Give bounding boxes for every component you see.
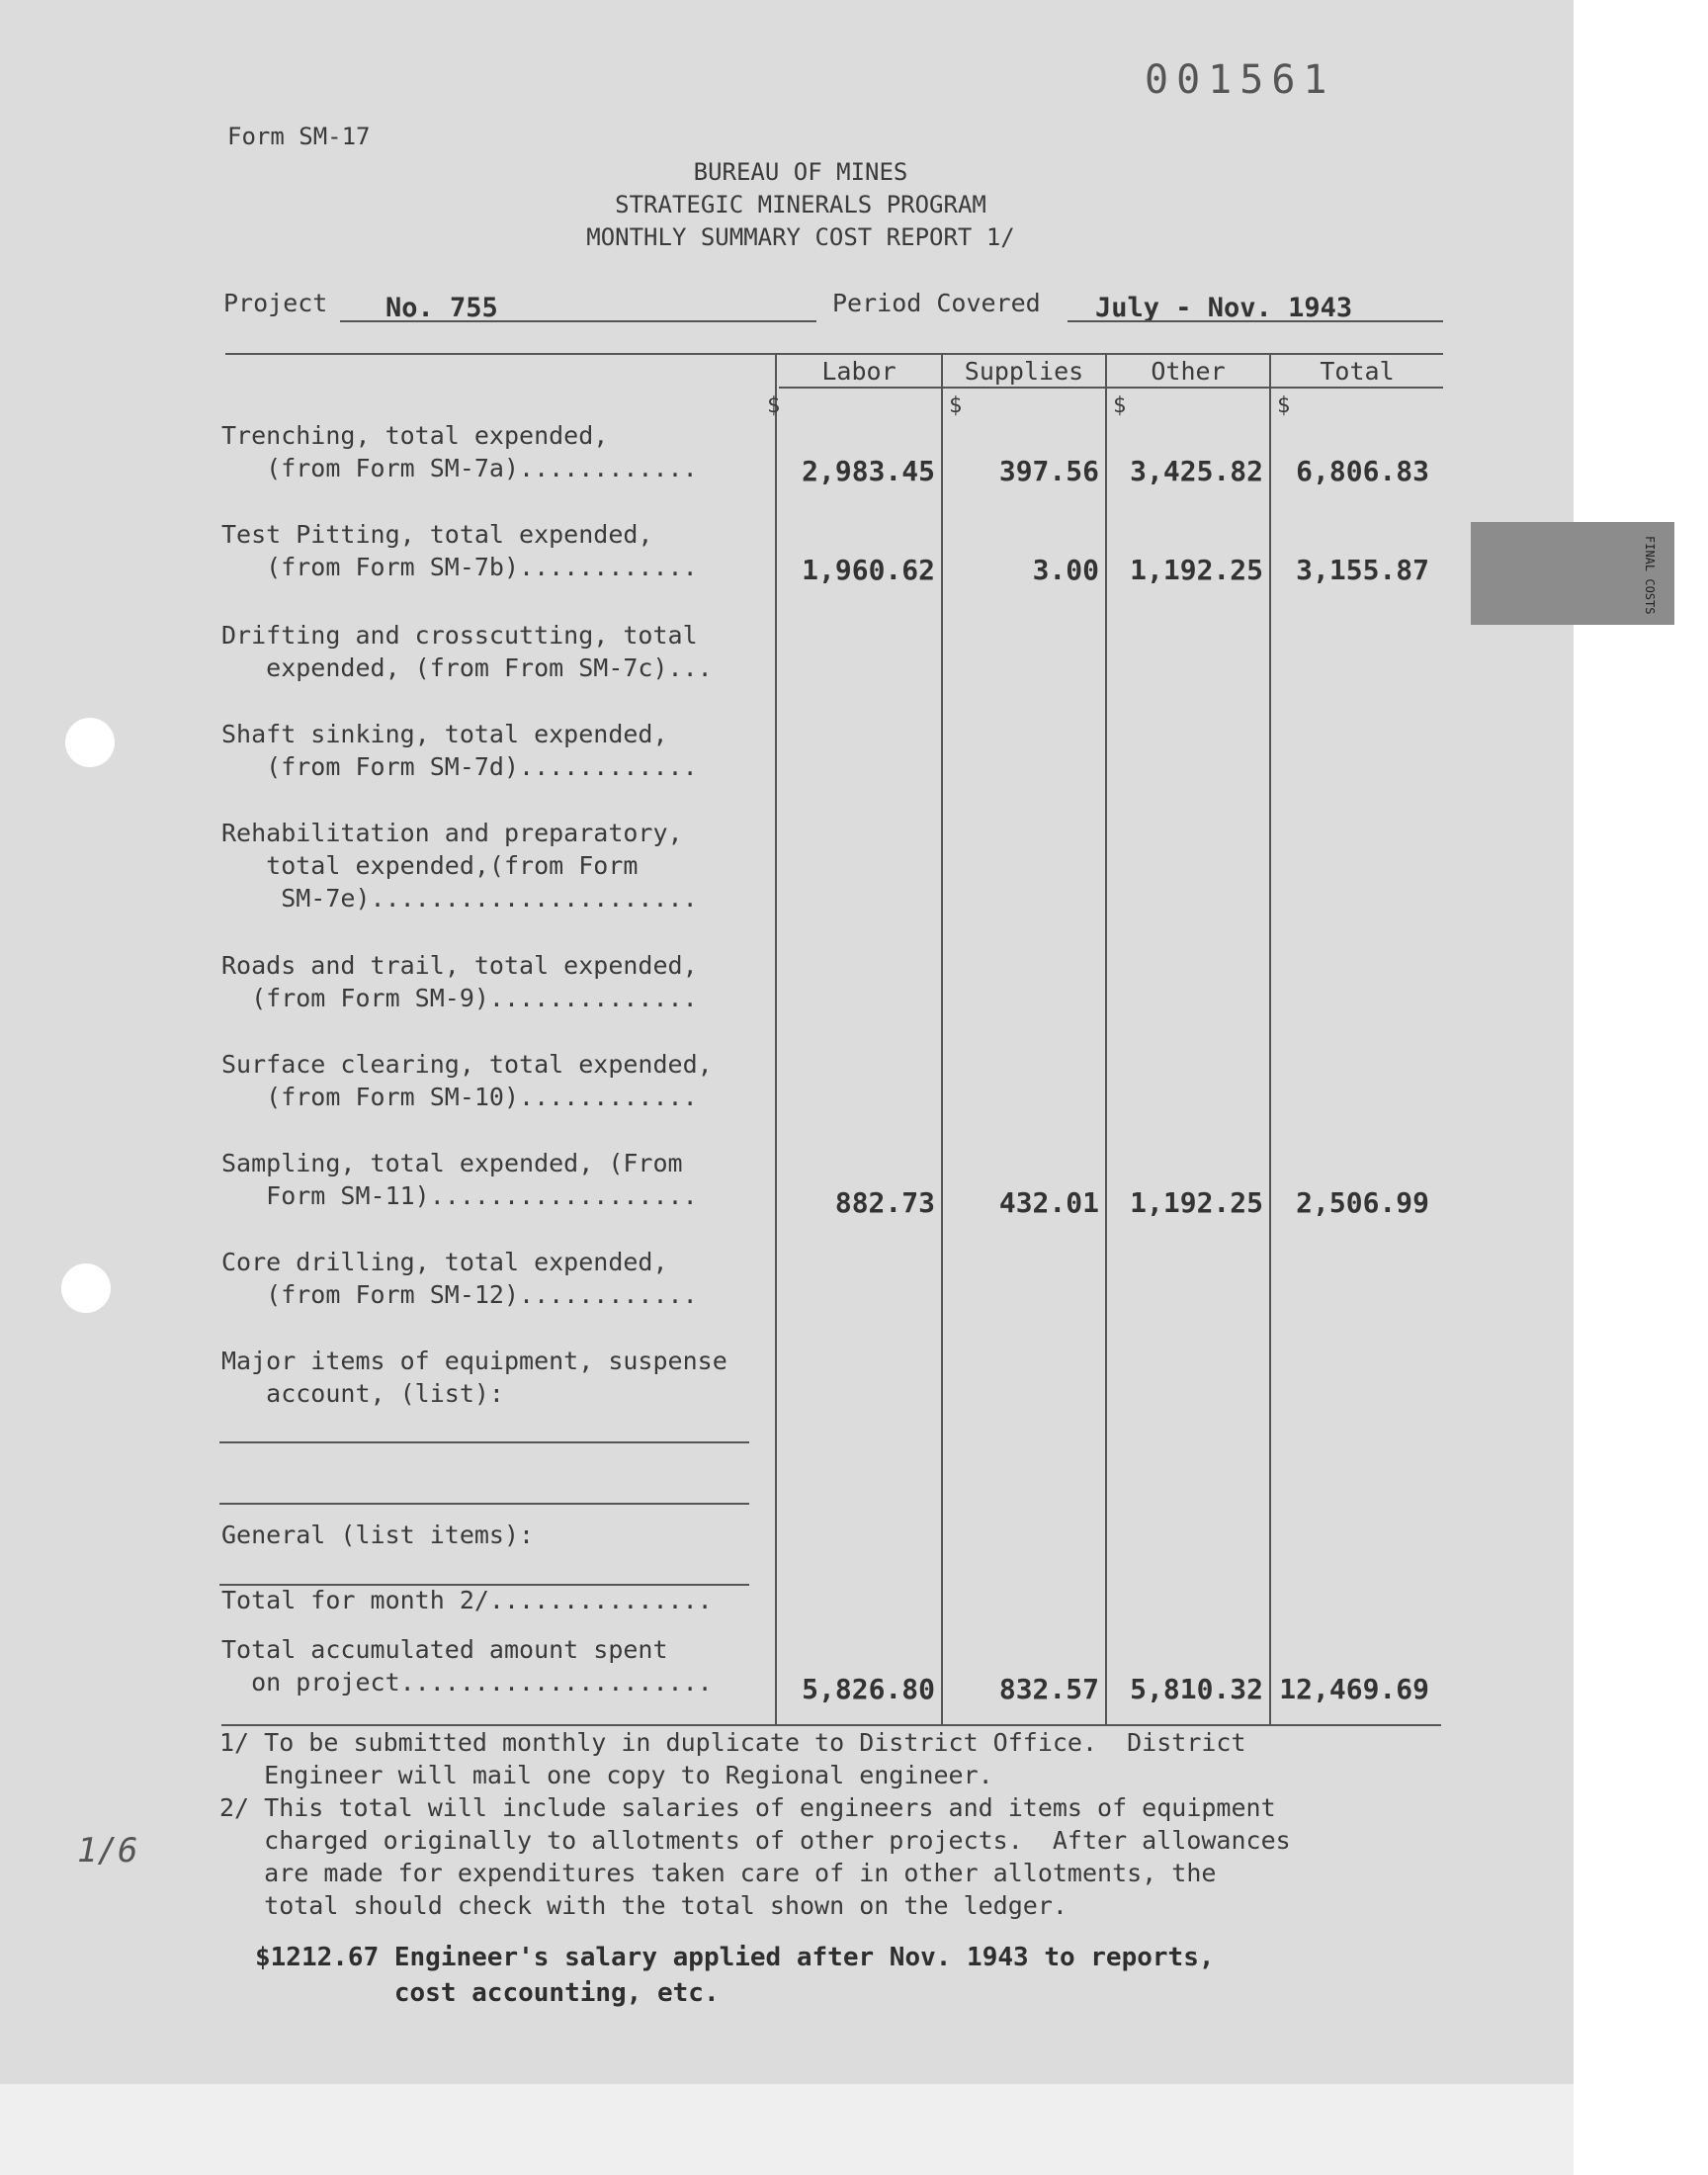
row-label: account, (list):	[221, 1379, 504, 1408]
header-program: STRATEGIC MINERALS PROGRAM	[615, 191, 986, 218]
footnote-1: Engineer will mail one copy to Regional engineer.	[219, 1761, 993, 1789]
row-label: SM-7e)......................	[221, 884, 698, 913]
currency-symbol: $	[1277, 393, 1291, 418]
cell-supplies: 3.00	[1032, 554, 1099, 586]
row-label: Major items of equipment, suspense	[221, 1347, 727, 1375]
row-label: (from Form SM-10)............	[221, 1083, 698, 1111]
cell-total: 2,506.99	[1296, 1186, 1429, 1219]
list-entry-line	[219, 1503, 749, 1505]
project-label: Project	[223, 289, 328, 317]
row-label: on project.....................	[221, 1668, 713, 1696]
table-top-rule	[225, 353, 1443, 355]
row-label: expended, (from From SM-7c)...	[221, 653, 713, 682]
punch-hole	[65, 718, 115, 767]
row-label: (from Form SM-9)..............	[221, 984, 698, 1012]
cell-supplies: 397.56	[998, 455, 1099, 487]
column-header-other: Other	[1151, 357, 1226, 386]
cell-total: 12,469.69	[1279, 1673, 1429, 1705]
typed-note: cost accounting, etc.	[255, 1978, 720, 2008]
footnote-2: are made for expenditures taken care of in other allotments, the	[219, 1859, 1217, 1887]
footnote-2: charged originally to allotments of other projects. After allowances	[219, 1826, 1291, 1855]
cell-supplies: 432.01	[998, 1186, 1099, 1219]
file-tab-label: FINAL COSTS	[1643, 536, 1657, 615]
scan-bottom-margin	[0, 2084, 1574, 2175]
row-label: Form SM-11)..................	[221, 1181, 698, 1210]
currency-symbol: $	[767, 393, 781, 418]
total-month-label: Total for month 2/...............	[221, 1586, 713, 1614]
project-underline	[340, 320, 816, 322]
cell-total: 3,155.87	[1296, 554, 1429, 586]
column-header-total: Total	[1320, 357, 1395, 386]
row-label: Drifting and crosscutting, total	[221, 621, 698, 650]
cell-total: 6,806.83	[1296, 455, 1429, 487]
serial-number: 001561	[1145, 57, 1335, 103]
list-entry-line	[219, 1441, 749, 1443]
punch-hole	[61, 1263, 111, 1313]
cell-labor: 882.73	[834, 1186, 935, 1219]
cell-other: 1,192.25	[1130, 554, 1263, 586]
currency-symbol: $	[949, 393, 963, 418]
cell-labor: 5,826.80	[802, 1673, 935, 1705]
column-header-rule	[779, 387, 1443, 389]
row-label: (from Form SM-7b)............	[221, 553, 698, 581]
cell-other: 5,810.32	[1130, 1673, 1263, 1705]
header-bureau: BUREAU OF MINES	[693, 158, 908, 186]
row-label: Total accumulated amount spent	[221, 1635, 668, 1664]
column-header-labor: Labor	[821, 357, 897, 386]
column-header-supplies: Supplies	[964, 357, 1084, 386]
row-label: (from Form SM-12)............	[221, 1280, 698, 1309]
row-label: Test Pitting, total expended,	[221, 520, 653, 549]
cell-other: 1,192.25	[1130, 1186, 1263, 1219]
row-label: Shaft sinking, total expended,	[221, 720, 668, 748]
general-label: General (list items):	[221, 1521, 535, 1549]
margin-mark: 1/6	[77, 1831, 138, 1870]
project-value: No. 755	[385, 293, 498, 323]
period-label: Period Covered	[832, 289, 1041, 317]
row-label: Sampling, total expended, (From	[221, 1149, 683, 1177]
footnote-2: 2/ This total will include salaries of engineers and items of equipment	[219, 1793, 1276, 1822]
row-label: Rehabilitation and preparatory,	[221, 819, 683, 847]
period-value: July - Nov. 1943	[1095, 293, 1353, 323]
currency-symbol: $	[1113, 393, 1127, 418]
typed-note: $1212.67 Engineer's salary applied after Nov. 1943 to reports,	[255, 1943, 1215, 1972]
header-report-title: MONTHLY SUMMARY COST REPORT 1/	[586, 223, 1015, 251]
footnote-1: 1/ To be submitted monthly in duplicate to District Office. District	[219, 1728, 1246, 1757]
cell-labor: 1,960.62	[802, 554, 935, 586]
form-number: Form SM-17	[227, 123, 371, 150]
cell-other: 3,425.82	[1130, 455, 1263, 487]
cell-supplies: 832.57	[998, 1673, 1099, 1705]
row-label: Core drilling, total expended,	[221, 1248, 668, 1276]
cell-labor: 2,983.45	[802, 455, 935, 487]
row-label: total expended,(from Form	[221, 851, 639, 880]
scan-margin	[1574, 0, 1708, 2175]
footnote-2: total should check with the total shown on the ledger.	[219, 1891, 1068, 1920]
row-label: (from Form SM-7d)............	[221, 752, 698, 781]
row-label: Roads and trail, total expended,	[221, 951, 698, 980]
period-underline	[1068, 320, 1443, 322]
row-label: Surface clearing, total expended,	[221, 1050, 713, 1079]
row-label: (from Form SM-7a)............	[221, 454, 698, 482]
file-tab	[1471, 522, 1674, 625]
row-label: Trenching, total expended,	[221, 421, 609, 450]
